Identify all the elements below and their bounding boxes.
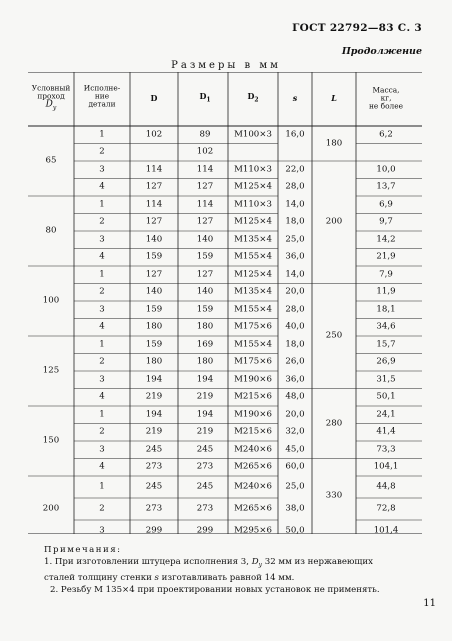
cell-d2: M175×6 — [234, 356, 272, 367]
cell-d: 127 — [145, 269, 163, 280]
note-1-cont: сталей толщину стенки s изготавливать равной 14 мм. — [44, 572, 295, 583]
cell-mass: 15,7 — [376, 339, 396, 350]
cell-d2: M155×4 — [234, 251, 272, 262]
cell-isp: 1 — [99, 339, 105, 350]
cell-d: 159 — [145, 339, 163, 350]
cell-s: 26,0 — [285, 356, 305, 367]
cell-d1: 127 — [196, 181, 214, 192]
cell-d1: 159 — [196, 304, 214, 315]
cell-s: 20,0 — [285, 409, 305, 420]
header-l: L — [331, 92, 337, 103]
cell-d: 140 — [145, 234, 163, 245]
cell-s: 60,0 — [285, 461, 305, 472]
cell-isp: 4 — [99, 461, 105, 472]
cell-mass: 6,2 — [379, 129, 393, 140]
cell-d2: M155×4 — [234, 304, 272, 315]
cell-d2: M295×6 — [234, 525, 272, 536]
note-2: 2. Резьбу М 135×4 при проектировании новых установок не применять. — [50, 584, 380, 595]
header-mass: Масса, кг, не более — [369, 85, 403, 110]
cell-l: 200 — [325, 216, 343, 227]
cell-mass: 13,7 — [376, 181, 396, 192]
cell-mass: 7,9 — [379, 269, 393, 280]
cell-d2: M110×3 — [234, 199, 272, 210]
cell-mass: 73,3 — [376, 444, 396, 455]
cell-mass: 44,8 — [376, 481, 396, 492]
cell-isp: 4 — [99, 321, 105, 332]
cell-d: 194 — [145, 409, 163, 420]
cell-d: 273 — [145, 503, 163, 514]
cell-d: 159 — [145, 251, 163, 262]
cell-isp: 1 — [99, 269, 105, 280]
cell-isp: 2 — [99, 216, 105, 227]
cell-d: 127 — [145, 181, 163, 192]
cell-isp: 4 — [99, 391, 105, 402]
cell-d1: 180 — [196, 356, 214, 367]
cell-s: 28,0 — [285, 181, 305, 192]
cell-d1: 219 — [196, 391, 214, 402]
cell-isp: 2 — [99, 503, 105, 514]
cell-isp: 3 — [99, 164, 105, 175]
cell-isp: 1 — [99, 199, 105, 210]
cell-d1: 245 — [196, 481, 214, 492]
cell-d2: M125×4 — [234, 181, 272, 192]
cell-mass: 26,9 — [376, 356, 396, 367]
cell-isp: 4 — [99, 251, 105, 262]
cell-l: 180 — [325, 138, 343, 149]
cell-s: 48,0 — [285, 391, 305, 402]
dimensions-table — [28, 72, 422, 534]
cell-mass: 72,8 — [376, 503, 396, 514]
cell-s: 50,0 — [285, 525, 305, 536]
cell-d1: 140 — [196, 286, 214, 297]
header-dy: Условный проход $D_у$ — [31, 83, 71, 112]
cell-d1: 194 — [196, 374, 214, 385]
cell-d: 159 — [145, 304, 163, 315]
cell-d2: M265×6 — [234, 461, 272, 472]
cell-d1: 219 — [196, 426, 214, 437]
cell-d2: M135×4 — [234, 234, 272, 245]
cell-d2: M190×6 — [234, 374, 272, 385]
cell-d1: 180 — [196, 321, 214, 332]
header-d2: $D_2$ — [247, 91, 259, 104]
cell-isp: 2 — [99, 286, 105, 297]
cell-mass: 24,1 — [376, 409, 396, 420]
cell-mass: 21,9 — [376, 251, 396, 262]
cell-dy: 125 — [42, 365, 60, 376]
cell-isp: 3 — [99, 374, 105, 385]
cell-d2: M215×6 — [234, 426, 272, 437]
cell-d1: 114 — [196, 164, 214, 175]
cell-d: 299 — [145, 525, 163, 536]
cell-dy: 65 — [45, 155, 57, 166]
cell-d: 180 — [145, 356, 163, 367]
note-1: 1. При изготовлении штуцера исполнения 3, $D_y$ 32 мм из нержавеющих — [44, 557, 373, 569]
cell-dy: 80 — [45, 225, 57, 236]
cell-d1: 159 — [196, 251, 214, 262]
cell-l: 330 — [325, 490, 343, 501]
cell-l: 280 — [325, 418, 343, 429]
cell-d: 219 — [145, 426, 163, 437]
cell-s: 14,0 — [285, 199, 305, 210]
cell-s: 38,0 — [285, 503, 305, 514]
cell-d2: M110×3 — [234, 164, 272, 175]
cell-s: 18,0 — [285, 339, 305, 350]
cell-mass: 50,1 — [376, 391, 396, 402]
cell-d1: 89 — [199, 129, 211, 140]
cell-s: 36,0 — [285, 374, 305, 385]
cell-mass: 11,9 — [376, 286, 396, 297]
cell-s: 45,0 — [285, 444, 305, 455]
cell-d: 127 — [145, 216, 163, 227]
cell-d: 194 — [145, 374, 163, 385]
cell-isp: 4 — [99, 181, 105, 192]
cell-d1: 273 — [196, 461, 214, 472]
table-grid — [28, 72, 422, 534]
cell-d1: 140 — [196, 234, 214, 245]
cell-d: 219 — [145, 391, 163, 402]
cell-mass: 10,0 — [376, 164, 396, 175]
cell-d2: M155×4 — [234, 339, 272, 350]
cell-s: 18,0 — [285, 216, 305, 227]
cell-s: 25,0 — [285, 481, 305, 492]
cell-isp: 3 — [99, 525, 105, 536]
cell-d1: 169 — [196, 339, 214, 350]
cell-mass: 31,5 — [376, 374, 396, 385]
cell-mass: 34,6 — [376, 321, 396, 332]
cell-s: 36,0 — [285, 251, 305, 262]
notes — [44, 544, 434, 596]
cell-d2: M125×4 — [234, 216, 272, 227]
cell-d1: 299 — [196, 525, 214, 536]
cell-d1: 127 — [196, 216, 214, 227]
cell-d2: M175×6 — [234, 321, 272, 332]
cell-mass: 9,7 — [379, 216, 393, 227]
notes-heading: Примечания: — [44, 545, 122, 555]
cell-d: 245 — [145, 444, 163, 455]
page-number: 11 — [423, 598, 436, 609]
cell-s: 32,0 — [285, 426, 305, 437]
cell-mass: 14,2 — [376, 234, 396, 245]
cell-isp: 3 — [99, 234, 105, 245]
cell-dy: 100 — [42, 295, 60, 306]
cell-dy: 200 — [42, 503, 60, 514]
cell-isp: 3 — [99, 304, 105, 315]
cell-d1: 194 — [196, 409, 214, 420]
cell-d2: M135×4 — [234, 286, 272, 297]
cell-d1: 102 — [196, 146, 214, 157]
cell-s: 25,0 — [285, 234, 305, 245]
cell-s: 22,0 — [285, 164, 305, 175]
cell-d: 273 — [145, 461, 163, 472]
cell-d2: M125×4 — [234, 269, 272, 280]
cell-isp: 2 — [99, 356, 105, 367]
table-title: Размеры в мм — [171, 60, 281, 71]
cell-isp: 1 — [99, 409, 105, 420]
cell-d1: 127 — [196, 269, 214, 280]
cell-d2: M240×6 — [234, 481, 272, 492]
cell-dy: 150 — [42, 435, 60, 446]
cell-isp: 1 — [99, 481, 105, 492]
cell-mass: 104,1 — [373, 461, 399, 472]
cell-mass: 6,9 — [379, 199, 393, 210]
cell-d1: 273 — [196, 503, 214, 514]
cell-mass: 18,1 — [376, 304, 396, 315]
header-ispoln: Исполне- ние детали — [83, 83, 121, 108]
cell-l: 250 — [325, 330, 343, 341]
cell-d2: M265×6 — [234, 503, 272, 514]
cell-d: 180 — [145, 321, 163, 332]
cell-d: 114 — [145, 164, 163, 175]
cell-mass: 41,4 — [376, 426, 396, 437]
standard-header: ГОСТ 22792—83 С. 3 — [292, 22, 422, 34]
cell-d2: M215×6 — [234, 391, 272, 402]
header-d: D — [150, 92, 158, 103]
cell-isp: 3 — [99, 444, 105, 455]
cell-isp: 2 — [99, 426, 105, 437]
cell-mass: 101,4 — [373, 525, 399, 536]
cell-s: 40,0 — [285, 321, 305, 332]
cell-d: 102 — [145, 129, 163, 140]
cell-isp: 1 — [99, 129, 105, 140]
cell-d2: M190×6 — [234, 409, 272, 420]
header-d1: $D_1$ — [199, 91, 211, 104]
cell-d2: M100×3 — [234, 129, 272, 140]
cell-d1: 114 — [196, 199, 214, 210]
cell-d: 245 — [145, 481, 163, 492]
cell-d: 140 — [145, 286, 163, 297]
header-s: s — [292, 92, 298, 103]
cell-s: 14,0 — [285, 269, 305, 280]
cell-d: 114 — [145, 199, 163, 210]
continued-label: Продолжение — [341, 46, 422, 57]
cell-s: 20,0 — [285, 286, 305, 297]
cell-s: 16,0 — [285, 129, 305, 140]
cell-s: 28,0 — [285, 304, 305, 315]
cell-d1: 245 — [196, 444, 214, 455]
cell-isp: 2 — [99, 146, 105, 157]
cell-d2: M240×6 — [234, 444, 272, 455]
